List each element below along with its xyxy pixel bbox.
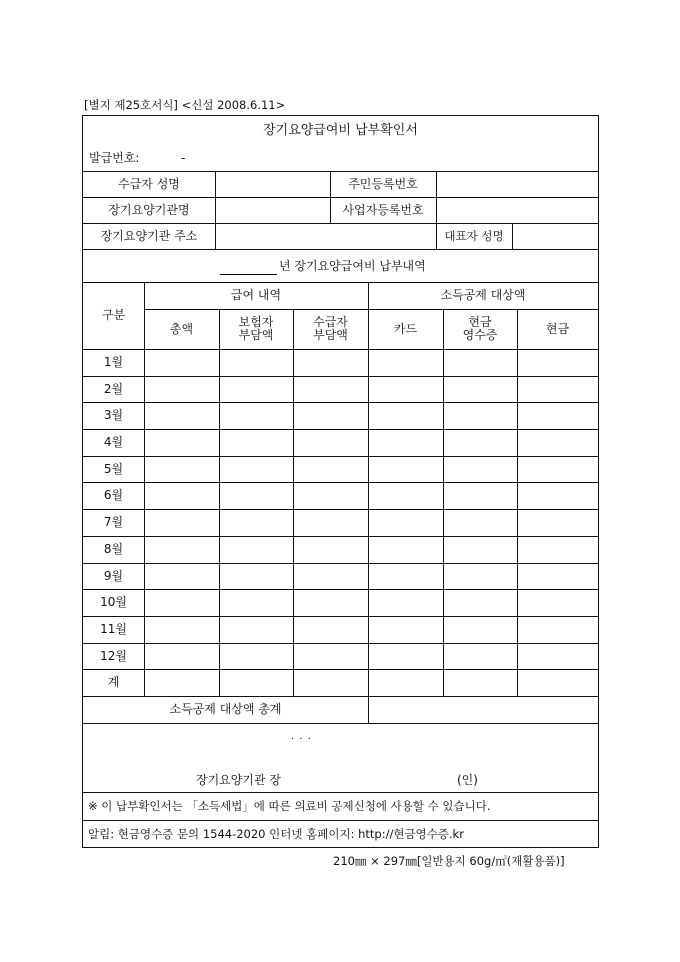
rule-line xyxy=(83,820,598,821)
rule-line xyxy=(83,723,598,724)
rule-line xyxy=(83,669,598,670)
recipient-name-field[interactable] xyxy=(215,171,330,197)
representative-name-label: 대표자 성명 xyxy=(444,228,504,243)
month-row-label: 7월 xyxy=(103,515,124,529)
rule-line xyxy=(83,376,598,377)
institution-name-field[interactable] xyxy=(215,197,330,223)
seal-label: (인) xyxy=(457,773,478,787)
cash-header: 현금 xyxy=(545,321,570,336)
rule-line xyxy=(83,482,598,483)
month-row-label: 12월 xyxy=(100,648,127,663)
signer-label: 장기요양기관 장 xyxy=(196,773,281,787)
insurer-share-header xyxy=(219,309,293,349)
deduction-total-field[interactable] xyxy=(368,696,598,723)
month-row-label: 11월 xyxy=(100,622,127,636)
month-row-label: 1월 xyxy=(103,355,124,369)
deduction-total-label: 소득공제 대상액 총계 xyxy=(169,702,282,716)
payment-confirmation-form xyxy=(82,115,599,848)
resident-number-label: 주민등록번호 xyxy=(348,176,418,191)
division-header: 구분 xyxy=(101,308,126,322)
institution-address-label: 장기요양기관 주소 xyxy=(100,228,198,243)
month-row-label: 10월 xyxy=(100,595,127,609)
rule-line xyxy=(83,616,598,617)
month-row-label: 5월 xyxy=(103,461,124,476)
month-row-label: 6월 xyxy=(103,488,124,502)
date-field[interactable]: . . . xyxy=(291,731,312,742)
contact-info: 알림: 현금영수증 문의 1544-2020 인터넷 홈페이지: http://현금영수증.kr xyxy=(88,827,464,841)
issue-number-value[interactable]: - xyxy=(181,151,186,165)
month-row-label: 9월 xyxy=(103,568,124,583)
representative-name-field[interactable] xyxy=(512,223,598,249)
form-title: 장기요양급여비 납부확인서 xyxy=(263,123,418,138)
rule-line xyxy=(83,643,598,644)
rule-line xyxy=(443,309,444,696)
institution-address-field[interactable] xyxy=(215,223,436,249)
rule-line xyxy=(83,509,598,510)
card-header: 카드 xyxy=(393,321,418,336)
month-row-label: 2월 xyxy=(103,381,124,396)
recipient-share-line2: 부담액 xyxy=(313,328,348,342)
rule-line xyxy=(83,589,598,590)
month-row-label: 4월 xyxy=(103,435,124,449)
payment-details-heading: 년 장기요양급여비 납부내역 xyxy=(279,259,426,273)
business-number-field[interactable] xyxy=(436,197,598,223)
form-number-note: [별지 제25호서식] <신설 2008.6.11> xyxy=(84,98,286,112)
insurer-share-line2: 부담액 xyxy=(238,328,274,342)
issue-number-label: 발급번호: xyxy=(89,151,140,165)
rule-line xyxy=(83,563,598,564)
resident-number-field[interactable] xyxy=(436,171,598,197)
rule-line xyxy=(219,309,220,696)
rule-line xyxy=(83,249,598,250)
total-row-label: 계 xyxy=(107,675,120,689)
business-number-label: 사업자등록번호 xyxy=(342,202,424,217)
rule-line xyxy=(83,792,598,793)
deduction-amount-header: 소득공제 대상액 xyxy=(440,288,526,302)
rule-line xyxy=(83,349,598,350)
rule-line xyxy=(83,536,598,537)
month-row-label: 8월 xyxy=(103,542,124,556)
usage-notice: ※ 이 납부확인서는 「소득세법」에 따른 의료비 공제신청에 사용할 수 있습니다. xyxy=(88,799,491,813)
insurer-share-line1: 보험자 xyxy=(238,315,274,329)
institution-name-label: 장기요양기관명 xyxy=(108,202,190,217)
rule-line xyxy=(83,402,598,403)
rule-line xyxy=(293,309,294,696)
recipient-name-label: 수급자 성명 xyxy=(118,176,180,191)
benefit-details-header: 급여 내역 xyxy=(230,288,282,302)
cash-receipt-line2: 영수증 xyxy=(462,328,498,342)
rule-line xyxy=(517,309,518,696)
rule-line xyxy=(83,429,598,430)
cash-receipt-header xyxy=(443,309,517,349)
month-row-label: 3월 xyxy=(103,408,124,422)
recipient-share-header xyxy=(293,309,368,349)
year-blank-line[interactable] xyxy=(220,274,277,275)
recipient-share-line1: 수급자 xyxy=(313,315,348,329)
total-amount-header: 총액 xyxy=(169,321,194,336)
cash-receipt-line1: 현금 xyxy=(468,315,492,329)
rule-line xyxy=(83,456,598,457)
paper-size-note: 210㎜ × 297㎜[일반용지 60g/㎡(재활용품)] xyxy=(333,854,565,868)
